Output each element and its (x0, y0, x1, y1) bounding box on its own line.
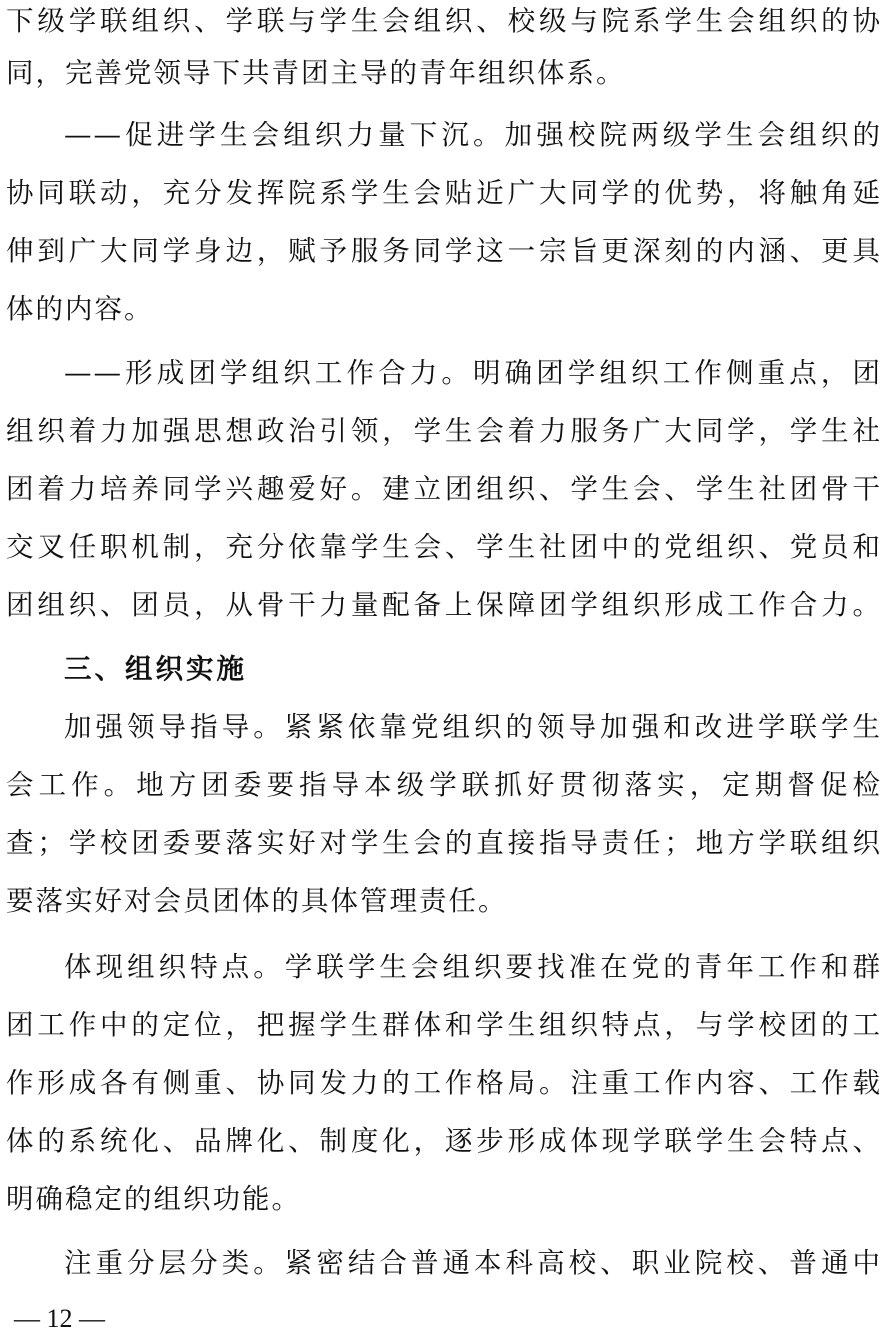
text-line: 团工作中的定位，把握学生群体和学生组织特点，与学校团的工 (6, 1009, 882, 1041)
text-line: 明确稳定的组织功能。 (6, 1183, 301, 1215)
text-line: 组织着力加强思想政治引领，学生会着力服务广大同学，学生社 (6, 415, 882, 447)
text-line: 会工作。地方团委要指导本级学联抓好贯彻落实，定期督促检 (6, 769, 882, 801)
text-line: 交叉任职机制，充分依靠学生会、学生社团中的党组织、党员和 (6, 531, 882, 563)
section-heading: 三、组织实施 (64, 653, 247, 685)
text-line: 要落实好对会员团体的具体管理责任。 (6, 885, 508, 917)
text-line: 体的系统化、品牌化、制度化，逐步形成体现学联学生会特点、 (6, 1125, 882, 1157)
text-line: 加强领导指导。紧紧依靠党组织的领导加强和改进学联学生 (64, 711, 882, 743)
text-line: 下级学联组织、学联与学生会组织、校级与院系学生会组织的协 (6, 5, 882, 37)
text-line: 作形成各有侧重、协同发力的工作格局。注重工作内容、工作载 (6, 1067, 882, 1099)
text-line: 查；学校团委要落实好对学生会的直接指导责任；地方学联组织 (6, 827, 882, 859)
text-line: 体的内容。 (6, 293, 154, 325)
text-line: ——形成团学组织工作合力。明确团学组织工作侧重点，团 (64, 357, 882, 389)
text-line: 团组织、团员，从骨干力量配备上保障团学组织形成工作合力。 (6, 589, 882, 621)
text-line: 同，完善党领导下共青团主导的青年组织体系。 (6, 57, 626, 89)
page-number: — 12 — (14, 1304, 105, 1333)
text-line: 体现组织特点。学联学生会组织要找准在党的青年工作和群 (64, 951, 882, 983)
text-line: 团着力培养同学兴趣爱好。建立团组织、学生会、学生社团骨干 (6, 473, 882, 505)
text-line: 伸到广大同学身边，赋予服务同学这一宗旨更深刻的内涵、更具 (6, 235, 882, 267)
text-line: 协同联动，充分发挥院系学生会贴近广大同学的优势，将触角延 (6, 177, 882, 209)
text-line: 注重分层分类。紧密结合普通本科高校、职业院校、普通中 (64, 1247, 882, 1279)
text-line: ——促进学生会组织力量下沉。加强校院两级学生会组织的 (64, 119, 882, 151)
